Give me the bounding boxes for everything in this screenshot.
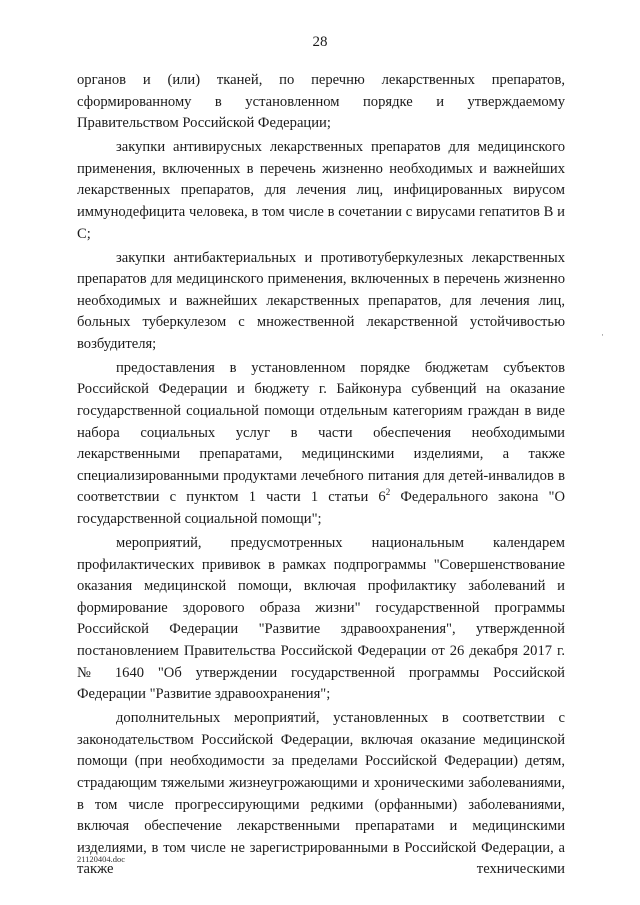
paragraph-5: мероприятий, предусмотренных национальным календарем профилактических прививок в рамках подпрограммы "Совершенствование оказания медицинской помощи, включая профилактику заболеваний и формирование здорового образа жизни" государственной программы Российской Федерации "Развитие здравоохранения", утвержденной постановлением Правительства Российской Федерации от 26 декабря 2017 г. № 1640 "Об утверждении государственной программы Российской Федерации "Развитие здравоохранения"; bbox=[77, 535, 565, 703]
paragraph-4-tail: Федерального закона "О государственной социальной помощи"; bbox=[77, 489, 565, 528]
article-superscript: 2 bbox=[385, 487, 391, 498]
footer-doc-id: 21120404.doc bbox=[77, 854, 126, 864]
paragraph-6: дополнительных мероприятий, установленных в соответствии с законодательством Российской Федерации, включая оказание медицинской помощи (при необходимости за пределами Российской Федерации) детям, страдающим тяжелыми жизнеугрожающими и хроническими заболеваниями, в том числе прогрессирующими редкими (орфанными) заболеваниями, включая обеспечение лекарственными препаратами и медицинскими изделиями, в том числе не зарегистрированными в Российской Федерации, а также техническими bbox=[77, 710, 565, 878]
paragraph-4 bbox=[77, 358, 565, 531]
paragraph-4-text: предоставления в установленном порядке бюджетам субъектов Российской Федерации и бюджету г. Байконура субвенций на оказание государственной социальной помощи отдельным категориям граждан в виде набора социальных услуг в части обеспечения необходимыми лекарственными препаратами, медицинскими изделиями, а также специализированными продуктами лечебного питания для детей-инвалидов в соответствии с пунктом 1 части 1 статьи 6 bbox=[77, 359, 565, 506]
paragraph-1: органов и (или) тканей, по перечню лекарственных препаратов, сформированному в установленном порядке и утверждаемому Правительством Российской Федерации; bbox=[77, 72, 565, 132]
margin-mark: · bbox=[601, 330, 604, 340]
paragraph-3: закупки антибактериальных и противотуберкулезных лекарственных препаратов для медицинского применения, включенных в перечень жизненно необходимых и важнейших лекарственных препаратов, для лечения лиц, больных туберкулезом с множественной лекарственной устойчивостью возбудителя; bbox=[77, 249, 565, 352]
document-body bbox=[77, 70, 565, 883]
page-number: 28 bbox=[312, 34, 328, 50]
paragraph-2: закупки антивирусных лекарственных препаратов для медицинского применения, включенных в перечень жизненно необходимых и важнейших лекарственных препаратов, для лечения лиц, инфицированных вирусом иммунодефицита человека, в том числе в сочетании с вирусами гепатитов B и C; bbox=[77, 139, 565, 242]
